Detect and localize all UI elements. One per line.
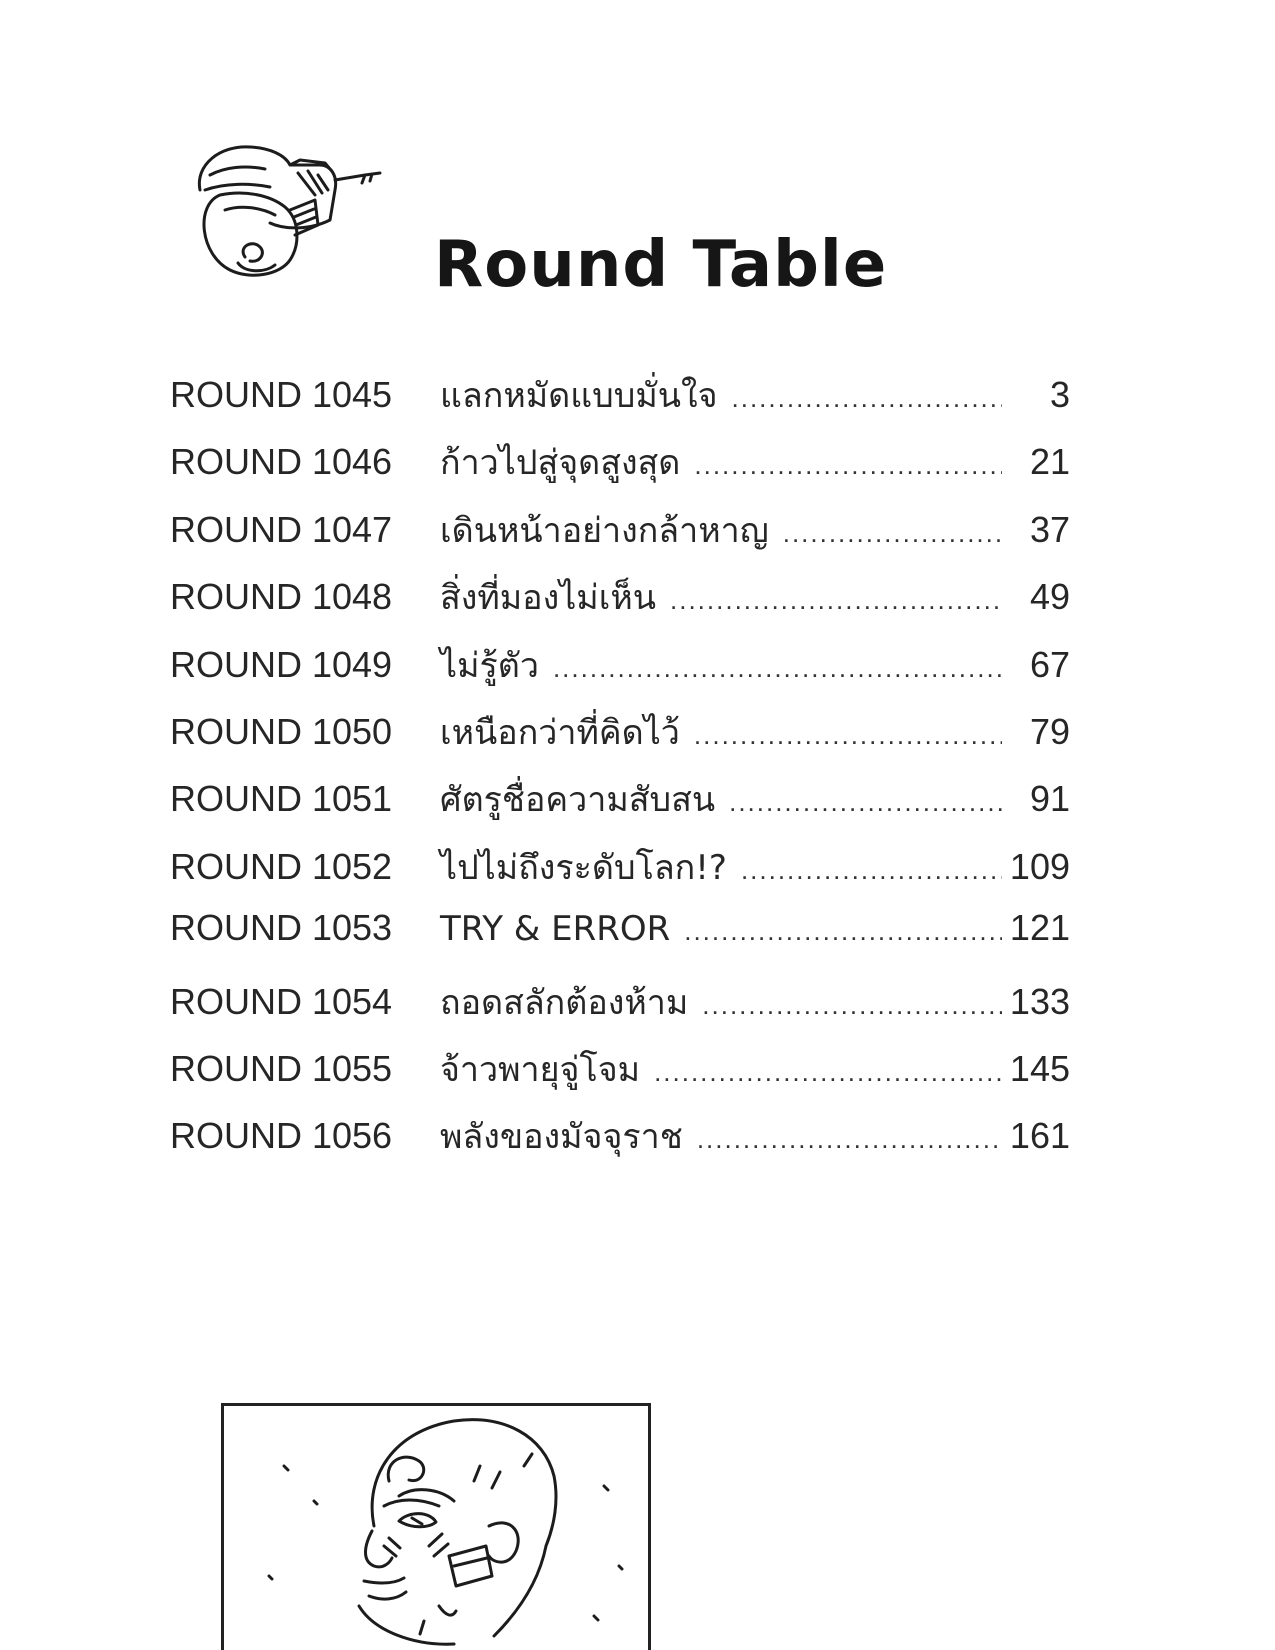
toc-entry[interactable] xyxy=(170,638,1070,705)
toc-round-number: ROUND 1045 xyxy=(170,374,393,415)
toc-page-number: 161 xyxy=(1009,1115,1070,1157)
toc-page-number: 3 xyxy=(1049,374,1070,415)
toc-chapter-title: ศัตรูชื่อความสับสน xyxy=(440,780,716,821)
toc-dot-leader xyxy=(684,916,1002,947)
toc-chapter-title: ไม่รู้ตัว xyxy=(440,645,539,686)
toc-round-number: ROUND 1050 xyxy=(170,710,393,752)
toc-dot-leader xyxy=(732,383,1003,414)
toc-chapter-title: เหนือกว่าที่คิดไว้ xyxy=(440,712,680,753)
toc-chapter-title: สิ่งที่มองไม่เห็น xyxy=(440,578,656,619)
toc-entry[interactable] xyxy=(170,368,1070,435)
toc-chapter-title: TRY & ERROR xyxy=(440,909,671,950)
toc-entry[interactable] xyxy=(170,435,1070,502)
toc-chapter-title: ไปไม่ถึงระดับโลก!? xyxy=(440,847,727,888)
toc-dot-leader xyxy=(694,720,1002,751)
toc-dot-leader xyxy=(729,787,1002,818)
toc-page-number: 21 xyxy=(1029,441,1070,483)
toc-round-number: ROUND 1048 xyxy=(170,576,393,618)
toc-chapter-title: จ้าวพายุจู่โจม xyxy=(440,1049,641,1090)
toc-round-number: ROUND 1051 xyxy=(170,778,393,820)
toc-entry[interactable] xyxy=(170,503,1070,570)
toc-page-number: 121 xyxy=(1009,907,1070,949)
toc-page-number: 109 xyxy=(1009,845,1070,887)
toc-page-number: 67 xyxy=(1029,643,1070,685)
toc-dot-leader xyxy=(783,518,1002,549)
toc-page-number: 49 xyxy=(1029,576,1070,618)
toc-round-number: ROUND 1052 xyxy=(170,845,393,887)
toc-chapter-title: ก้าวไปสู่จุดสูงสุด xyxy=(440,443,681,484)
manga-panel xyxy=(221,1403,651,1650)
toc-entry[interactable] xyxy=(170,840,1070,907)
toc-page-number: 91 xyxy=(1029,778,1070,820)
toc-round-number: ROUND 1047 xyxy=(170,508,393,550)
page-title: Round Table xyxy=(434,228,888,302)
toc-dot-leader xyxy=(694,450,1002,481)
toc-round-number: ROUND 1055 xyxy=(170,1047,393,1089)
toc-dot-leader xyxy=(654,1057,1002,1088)
toc-entry[interactable] xyxy=(170,975,1070,1042)
toc-entry[interactable] xyxy=(170,1042,1070,1109)
toc-chapter-title: เดินหน้าอย่างกล้าหาญ xyxy=(440,510,769,551)
toc-entry[interactable] xyxy=(170,1109,1070,1176)
toc-dot-leader xyxy=(697,1124,1002,1155)
table-of-contents xyxy=(170,368,1070,1177)
toc-dot-leader xyxy=(553,653,1002,684)
toc-dot-leader xyxy=(741,855,1002,886)
boxer-face-icon xyxy=(224,1406,648,1650)
toc-dot-leader xyxy=(670,585,1002,616)
toc-chapter-title: แลกหมัดแบบมั่นใจ xyxy=(440,376,718,416)
toc-entry[interactable] xyxy=(170,705,1070,772)
toc-entry[interactable] xyxy=(170,907,1070,974)
toc-round-number: ROUND 1056 xyxy=(170,1115,393,1157)
toc-round-number: ROUND 1054 xyxy=(170,980,393,1022)
toc-round-number: ROUND 1046 xyxy=(170,441,393,483)
toc-page-number: 145 xyxy=(1009,1047,1070,1089)
toc-chapter-title: ถอดสลักต้องห้าม xyxy=(440,982,689,1023)
toc-entry[interactable] xyxy=(170,772,1070,839)
toc-page-number: 37 xyxy=(1029,508,1070,550)
boxing-glove-icon xyxy=(190,135,400,285)
toc-entry[interactable] xyxy=(170,570,1070,637)
toc-round-number: ROUND 1049 xyxy=(170,643,393,685)
toc-page-number: 79 xyxy=(1029,710,1070,752)
toc-dot-leader xyxy=(702,990,1002,1021)
toc-page-number: 133 xyxy=(1009,980,1070,1022)
toc-chapter-title: พลังของมัจจุราช xyxy=(440,1117,683,1158)
toc-round-number: ROUND 1053 xyxy=(170,907,393,949)
